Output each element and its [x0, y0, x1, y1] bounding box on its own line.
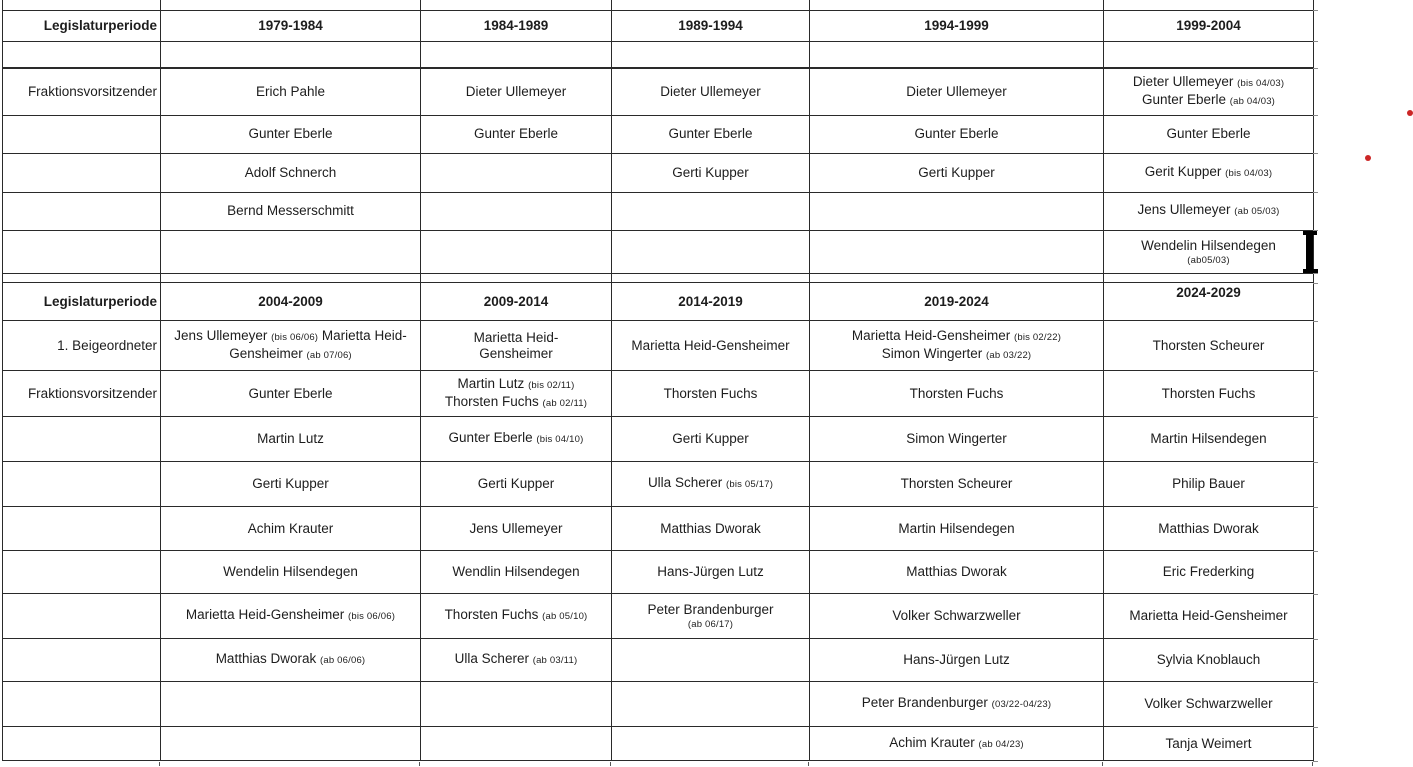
- cell-text-segment: Gerit Kupper: [1144, 163, 1226, 179]
- row-label-cell: [3, 507, 161, 551]
- cell-text-segment: (bis 02/11): [528, 379, 575, 391]
- name-cell: [810, 115, 1104, 153]
- cell-text-segment: (ab 04/03): [1229, 95, 1276, 107]
- cell-text-segment: Achim Krauter: [889, 734, 979, 750]
- cell-text: [163, 328, 418, 364]
- table-row: [3, 462, 1314, 507]
- cell-text-segment: Peter Brandenburger: [861, 695, 992, 710]
- cell-text: 2004-2009: [258, 293, 323, 309]
- name-cell: [810, 551, 1104, 594]
- cell-text: [1106, 164, 1311, 182]
- gridline-stub: [1313, 115, 1318, 116]
- cell-text: [1106, 254, 1311, 266]
- name-cell: [1104, 594, 1314, 639]
- cell-text: Gunter Eberle: [473, 126, 559, 141]
- header-label-cell: [3, 10, 161, 41]
- cell-text: [614, 618, 807, 630]
- cell-text: Thorsten Fuchs: [909, 385, 1004, 401]
- name-cell: [421, 192, 612, 230]
- cell-text-segment: Ulla Scherer: [647, 475, 726, 490]
- cell-text-segment: (bis 05/17): [725, 479, 774, 490]
- row-label-cell: [3, 594, 161, 639]
- table-row: [3, 274, 1314, 283]
- name-cell: [1104, 41, 1314, 68]
- name-cell: [810, 594, 1104, 639]
- table-row: [3, 417, 1314, 462]
- table-row: [3, 192, 1314, 230]
- name-cell: [1104, 68, 1314, 115]
- period-header-cell: [810, 283, 1104, 321]
- name-cell: [1104, 192, 1314, 230]
- name-cell: [161, 594, 421, 639]
- cell-text: Thorsten Fuchs: [663, 385, 758, 401]
- name-cell: [612, 371, 810, 417]
- gridline-stub: [1312, 762, 1313, 766]
- row-label-cell: [3, 68, 161, 115]
- cell-text: Adolf Schnerch: [244, 164, 337, 180]
- name-cell: [161, 507, 421, 551]
- cell-text-segment: Jens Ullemeyer: [1137, 202, 1235, 217]
- name-cell: [1104, 639, 1314, 682]
- cell-text: Legislaturperiode: [43, 17, 157, 33]
- name-cell: [421, 230, 612, 273]
- name-cell: [810, 0, 1104, 10]
- cell-text: [614, 602, 807, 618]
- cell-text: 1984-1989: [483, 17, 549, 33]
- gridline-stub: [1313, 192, 1318, 193]
- name-cell: [161, 115, 421, 153]
- cell-text: 1. Beigeordneter: [57, 337, 157, 353]
- name-cell: [1104, 230, 1314, 273]
- cell-text-segment: (ab 04/23): [978, 738, 1024, 750]
- cell-text-segment: (ab 06/17): [687, 619, 734, 630]
- cell-text: Hans-Jürgen Lutz: [657, 564, 764, 579]
- cell-text: Dieter Ullemeyer: [906, 83, 1007, 99]
- name-cell: [612, 230, 810, 273]
- name-cell: [161, 462, 421, 507]
- cell-text: 2019-2024: [924, 293, 989, 309]
- cell-text: Achim Krauter: [247, 520, 334, 536]
- period-header-cell: [612, 283, 810, 321]
- cell-text: [1106, 202, 1311, 220]
- name-cell: [161, 192, 421, 230]
- name-cell: [161, 0, 421, 10]
- cell-text: 1999-2004: [1176, 17, 1241, 33]
- name-cell: [161, 321, 421, 371]
- cell-text: Gunter Eberle: [914, 126, 999, 141]
- cell-text: Gunter Eberle: [248, 385, 333, 401]
- cell-text-segment: (ab 02/11): [542, 397, 588, 409]
- name-cell: [1104, 727, 1314, 761]
- table-row: [3, 551, 1314, 594]
- name-cell: [612, 0, 810, 10]
- cell-text: Dieter Ullemeyer: [465, 83, 567, 99]
- cell-text-segment: (bis 02/22): [1013, 331, 1062, 343]
- gridline-stub: [1313, 153, 1318, 154]
- cell-text-segment: Wendelin Hilsendegen: [1141, 237, 1276, 253]
- cell-text-segment: Peter Brandenburger: [647, 602, 774, 617]
- row-label-cell: [3, 371, 161, 417]
- gridline-stub: [1313, 283, 1318, 284]
- name-cell: [161, 274, 421, 283]
- gridline-stub: [1313, 10, 1318, 11]
- cell-text-segment: (ab 03/11): [532, 655, 578, 666]
- row-label-cell: [3, 153, 161, 192]
- header-row: [3, 10, 1314, 41]
- name-cell: [421, 0, 612, 10]
- name-cell: [612, 639, 810, 682]
- gridline-stub: [1313, 594, 1318, 595]
- cell-text: [1106, 238, 1311, 254]
- gridline-stub: [1313, 230, 1318, 231]
- name-cell: [421, 594, 612, 639]
- name-cell: [612, 321, 810, 371]
- name-cell: [161, 639, 421, 682]
- cell-text: 2009-2014: [483, 293, 549, 309]
- cell-text: [812, 328, 1101, 346]
- cell-text: [423, 330, 609, 346]
- name-cell: [1104, 321, 1314, 371]
- gridline-stub: [1313, 551, 1318, 552]
- name-cell: [1104, 507, 1314, 551]
- row-label-cell: [3, 274, 161, 283]
- table-2004-2029: [2, 274, 1314, 762]
- name-cell: [421, 274, 612, 283]
- name-cell: [810, 507, 1104, 551]
- cell-text-segment: (bis 04/10): [536, 434, 584, 445]
- name-cell: [1104, 0, 1314, 10]
- name-cell: [810, 230, 1104, 273]
- table-row: [3, 321, 1314, 371]
- name-cell: [612, 41, 810, 68]
- row-label-cell: [3, 0, 161, 10]
- table-row: [3, 594, 1314, 639]
- gridline-stub: [1313, 639, 1318, 640]
- table-row: [3, 639, 1314, 682]
- cell-text: Volker Schwarzweller: [892, 608, 1021, 623]
- cell-text: Thorsten Scheurer: [900, 476, 1013, 491]
- cell-text: Gerti Kupper: [672, 164, 749, 180]
- gridline-stub: [1313, 371, 1318, 372]
- gridline-stub: [1313, 462, 1318, 463]
- cell-text: Legislaturperiode: [43, 293, 157, 309]
- name-cell: [421, 321, 612, 371]
- name-cell: [810, 274, 1104, 283]
- name-cell: [810, 371, 1104, 417]
- cell-text: [423, 430, 609, 448]
- cell-text: Matthias Dworak: [1158, 520, 1259, 536]
- cell-text-segment: Thorsten Fuchs: [444, 393, 543, 409]
- cell-text: [812, 695, 1101, 713]
- cell-text: [163, 607, 418, 625]
- cell-text-segment: Gensheimer: [479, 345, 553, 361]
- cell-text-segment: 2024-2029: [1176, 285, 1241, 300]
- cell-text: Gerti Kupper: [252, 476, 329, 491]
- name-cell: [161, 682, 421, 727]
- cell-text-segment: (bis 06/06): [347, 611, 396, 622]
- cell-text: [423, 346, 609, 362]
- cell-text: [812, 346, 1101, 364]
- table-row: [3, 153, 1314, 192]
- name-cell: [1104, 551, 1314, 594]
- cell-text: Marietta Heid-Gensheimer: [1129, 608, 1288, 623]
- cell-text: [1106, 92, 1311, 110]
- name-cell: [1104, 115, 1314, 153]
- cell-text: Fraktionsvorsitzender: [27, 385, 157, 401]
- row-label-cell: [3, 41, 161, 68]
- gridline-stub: [1313, 273, 1318, 274]
- cell-text: Thorsten Scheurer: [1152, 337, 1265, 353]
- name-cell: [612, 192, 810, 230]
- period-header-cell: [612, 10, 810, 41]
- cell-text-segment: Matthias Dworak: [215, 651, 320, 666]
- cell-text-segment: (ab05/03): [1187, 254, 1230, 266]
- row-label-cell: [3, 551, 161, 594]
- gridline-stub: [1313, 417, 1318, 418]
- name-cell: [421, 639, 612, 682]
- cell-text: Gunter Eberle: [1166, 126, 1251, 141]
- gridline-stub: [1313, 321, 1318, 322]
- cell-text: Gunter Eberle: [248, 126, 333, 141]
- cell-text: Matthias Dworak: [660, 520, 761, 536]
- cell-text: Eric Frederking: [1162, 564, 1255, 579]
- name-cell: [421, 462, 612, 507]
- name-cell: [421, 507, 612, 551]
- name-cell: [810, 639, 1104, 682]
- cell-text-segment: Gunter Eberle: [1141, 91, 1230, 107]
- cell-text-segment: Dieter Ullemeyer: [1132, 73, 1238, 89]
- name-cell: [612, 417, 810, 462]
- table-row: [3, 727, 1314, 761]
- name-cell: [161, 41, 421, 68]
- gridline-stub: [1313, 727, 1318, 728]
- cell-text-segment: (ab 05/10): [542, 611, 588, 622]
- name-cell: [810, 41, 1104, 68]
- cell-text: Martin Hilsendegen: [1150, 431, 1267, 446]
- name-cell: [421, 417, 612, 462]
- name-cell: [810, 682, 1104, 727]
- name-cell: [161, 551, 421, 594]
- cell-text: Matthias Dworak: [906, 564, 1007, 579]
- cell-text-segment: (bis 06/06): [271, 331, 319, 343]
- cell-text-segment: (ab 07/06): [306, 349, 352, 361]
- period-header-cell: [1104, 10, 1314, 41]
- cell-text: [1106, 285, 1311, 301]
- name-cell: [161, 68, 421, 115]
- name-cell: [161, 153, 421, 192]
- cell-text: Wendlin Hilsendegen: [452, 564, 580, 579]
- cell-text-segment: (bis 04/03): [1237, 77, 1285, 89]
- name-cell: [421, 551, 612, 594]
- name-cell: [421, 115, 612, 153]
- cell-text: Erich Pahle: [255, 83, 326, 99]
- period-header-cell: [161, 283, 421, 321]
- name-cell: [421, 153, 612, 192]
- name-cell: [1104, 682, 1314, 727]
- row-label-cell: [3, 115, 161, 153]
- cell-text: [423, 394, 609, 412]
- cell-text: Dieter Ullemeyer: [660, 83, 761, 99]
- name-cell: [421, 727, 612, 761]
- period-header-cell: [810, 10, 1104, 41]
- name-cell: [612, 115, 810, 153]
- cell-text-segment: Ulla Scherer: [454, 651, 533, 666]
- gridline-stub: [1313, 41, 1318, 42]
- row-label-cell: [3, 321, 161, 371]
- cell-text-segment: (ab 05/03): [1234, 206, 1280, 217]
- name-cell: [161, 230, 421, 273]
- cell-text: Volker Schwarzweller: [1144, 696, 1273, 711]
- red-dot-annotation: [1407, 110, 1413, 116]
- cursor-bracket-icon: [1306, 231, 1313, 273]
- table-1979-2004: [2, 0, 1314, 274]
- gridline-stub: [808, 762, 809, 766]
- cell-text-segment: Marietta Heid-: [473, 329, 559, 345]
- table-row: [3, 371, 1314, 417]
- name-cell: [1104, 371, 1314, 417]
- cell-text-segment: Marietta Heid-Gensheimer: [185, 607, 348, 622]
- row-label-cell: [3, 639, 161, 682]
- cell-text: [1106, 74, 1311, 92]
- name-cell: [161, 417, 421, 462]
- cell-text: Gerti Kupper: [477, 476, 555, 491]
- table-row: [3, 115, 1314, 153]
- name-cell: [612, 507, 810, 551]
- cell-text: [423, 607, 609, 625]
- cell-text-segment: (ab 06/06): [319, 655, 366, 666]
- name-cell: [612, 153, 810, 192]
- cell-text-segment: Simon Wingerter: [881, 345, 986, 361]
- table-row: [3, 507, 1314, 551]
- name-cell: [810, 321, 1104, 371]
- cell-text: Thorsten Fuchs: [1161, 385, 1256, 401]
- name-cell: [161, 727, 421, 761]
- header-row: [3, 283, 1314, 321]
- table-row: [3, 0, 1314, 10]
- name-cell: [810, 192, 1104, 230]
- row-label-cell: [3, 417, 161, 462]
- name-cell: [1104, 417, 1314, 462]
- cell-text: 1989-1994: [678, 17, 743, 33]
- cell-text-segment: Gunter Eberle: [448, 430, 537, 445]
- cell-text: Philip Bauer: [1172, 476, 1245, 491]
- period-header-cell: [421, 10, 612, 41]
- name-cell: [810, 153, 1104, 192]
- cell-text: [812, 735, 1101, 753]
- cell-text-segment: Jens Ullemeyer: [174, 327, 272, 343]
- row-label-cell: [3, 230, 161, 273]
- cell-text: Fraktionsvorsitzender: [27, 83, 157, 99]
- cell-text: Martin Lutz: [257, 431, 324, 446]
- name-cell: [421, 682, 612, 727]
- cell-text: Gerti Kupper: [918, 164, 995, 180]
- row-label-cell: [3, 192, 161, 230]
- gridline-stub: [1313, 761, 1318, 762]
- table-row: [3, 230, 1314, 273]
- cell-text: Gunter Eberle: [668, 126, 753, 141]
- name-cell: [612, 551, 810, 594]
- gridline-stub: [419, 762, 420, 766]
- cell-text: Wendelin Hilsendegen: [223, 564, 358, 579]
- name-cell: [810, 68, 1104, 115]
- cell-text: 2014-2019: [678, 293, 743, 309]
- cell-text: Simon Wingerter: [906, 431, 1007, 446]
- name-cell: [810, 417, 1104, 462]
- cell-text: 1979-1984: [258, 17, 323, 33]
- table-row: [3, 41, 1314, 68]
- cell-text: [163, 651, 418, 669]
- cell-text: Gerti Kupper: [672, 431, 749, 446]
- name-cell: [810, 462, 1104, 507]
- cell-text: Tanja Weimert: [1165, 735, 1252, 751]
- name-cell: [612, 274, 810, 283]
- cell-text-segment: Marietta Heid-Gensheimer: [229, 327, 407, 361]
- period-header-cell: [421, 283, 612, 321]
- name-cell: [421, 41, 612, 68]
- name-cell: [421, 371, 612, 417]
- period-header-cell: [1104, 283, 1314, 321]
- name-cell: [612, 594, 810, 639]
- cell-text: Marietta Heid-Gensheimer: [631, 337, 790, 353]
- name-cell: [1104, 274, 1314, 283]
- cell-text: [614, 475, 807, 493]
- name-cell: [1104, 462, 1314, 507]
- header-label-cell: [3, 283, 161, 321]
- period-header-cell: [161, 10, 421, 41]
- cell-text: Martin Hilsendegen: [898, 520, 1015, 536]
- name-cell: [612, 682, 810, 727]
- gridline-stub: [610, 762, 611, 766]
- cell-text-segment: (bis 04/03): [1225, 167, 1273, 179]
- red-dot-annotation: [1365, 155, 1371, 161]
- cell-text-segment: (03/22-04/23): [991, 699, 1052, 710]
- gridline-stub: [1102, 762, 1103, 766]
- cell-text: Jens Ullemeyer: [469, 520, 563, 536]
- cell-text: [423, 376, 609, 394]
- cell-text: Bernd Messerschmitt: [227, 203, 354, 218]
- cell-text: Hans-Jürgen Lutz: [903, 652, 1010, 667]
- cell-text-segment: Thorsten Fuchs: [444, 607, 543, 622]
- name-cell: [612, 68, 810, 115]
- cell-text: 1994-1999: [924, 17, 989, 33]
- tables-container: [2, 0, 1314, 761]
- row-label-cell: [3, 462, 161, 507]
- name-cell: [421, 68, 612, 115]
- name-cell: [810, 727, 1104, 761]
- name-cell: [1104, 153, 1314, 192]
- cell-text: Sylvia Knoblauch: [1156, 652, 1261, 667]
- row-label-cell: [3, 727, 161, 761]
- cell-text: [423, 651, 609, 669]
- row-label-cell: [3, 682, 161, 727]
- cell-text-segment: Martin Lutz: [457, 375, 529, 391]
- cell-text-segment: (ab 03/22): [985, 349, 1032, 361]
- cell-text-segment: Marietta Heid-Gensheimer: [851, 327, 1014, 343]
- gridline-stub: [159, 762, 160, 766]
- name-cell: [161, 371, 421, 417]
- gridline-stub: [1313, 507, 1318, 508]
- table-row: [3, 68, 1314, 115]
- table-row: [3, 682, 1314, 727]
- name-cell: [612, 727, 810, 761]
- gridline-stub: [1313, 682, 1318, 683]
- gridline-stub: [1313, 68, 1318, 69]
- name-cell: [612, 462, 810, 507]
